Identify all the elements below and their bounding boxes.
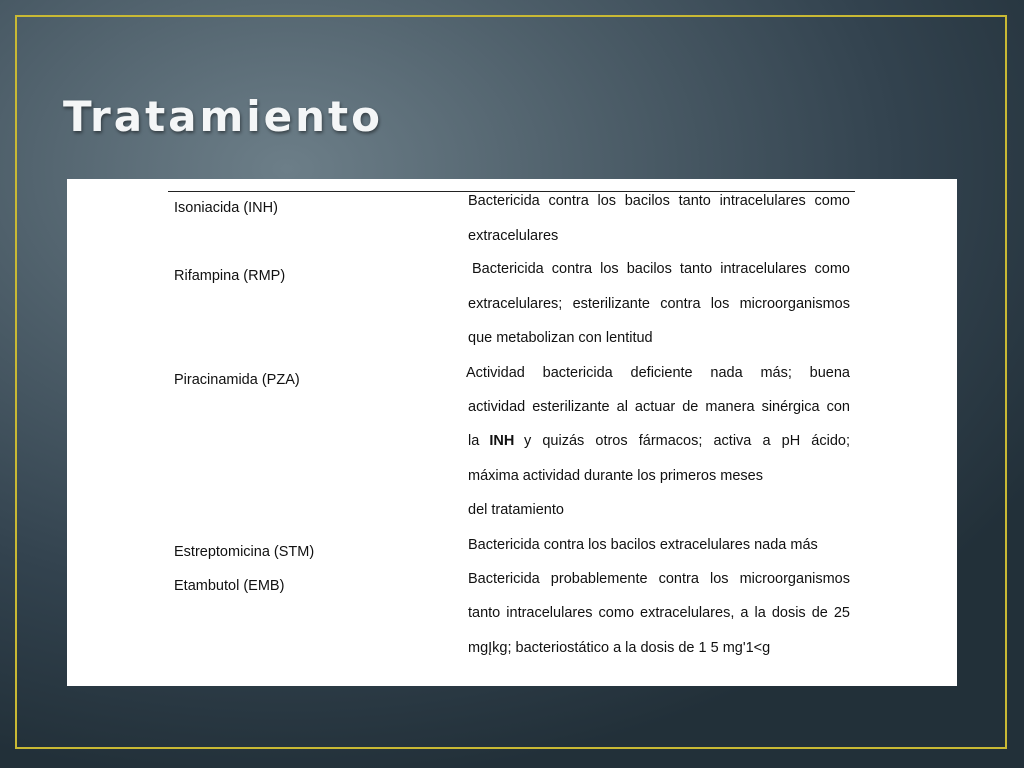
desc-line: Bactericida contra los bacilos tanto intracelulares como xyxy=(468,193,850,209)
desc-line: Bactericida contra los bacilos tanto intracelulares como xyxy=(472,261,850,277)
drug-name-piracinamida: Piracinamida (PZA) xyxy=(174,372,300,388)
desc-line: extracelulares xyxy=(468,228,559,244)
desc-fragment-inh-bold: INH xyxy=(489,433,515,449)
slide-title: Tratamiento xyxy=(63,92,383,141)
desc-line-mixed xyxy=(468,432,850,450)
desc-line: del tratamiento xyxy=(468,502,564,518)
desc-fragment: la xyxy=(468,433,480,449)
desc-line: mgĮkg; bacteriostático a la dosis de 1 5 mg'1<g xyxy=(468,640,771,656)
desc-line: extracelulares; esterilizante contra los microorganismos xyxy=(468,296,850,312)
desc-line: Bactericida contra los bacilos extracelulares nada más xyxy=(468,537,818,553)
desc-line: Actividad bactericida deficiente nada más; buena xyxy=(466,365,850,381)
drug-name-estreptomicina: Estreptomicina (STM) xyxy=(174,544,315,560)
desc-line: Bactericida probablemente contra los microorganismos xyxy=(468,571,850,587)
desc-line: tanto intracelulares como extracelulares, a la dosis de 25 xyxy=(468,605,850,621)
drug-name-rifampina: Rifampina (RMP) xyxy=(174,268,286,284)
desc-line: actividad esterilizante al actuar de manera sinérgica con xyxy=(468,399,850,415)
desc-line: que metabolizan con lentitud xyxy=(468,330,653,346)
drug-name-isoniacida: Isoniacida (INH) xyxy=(174,200,278,216)
desc-fragment: y quizás otros fármacos; activa a pH ácido; xyxy=(524,433,850,449)
drug-name-etambutol: Etambutol (EMB) xyxy=(174,578,285,594)
drug-table xyxy=(67,179,957,686)
desc-line: máxima actividad durante los primeros meses xyxy=(468,468,763,484)
